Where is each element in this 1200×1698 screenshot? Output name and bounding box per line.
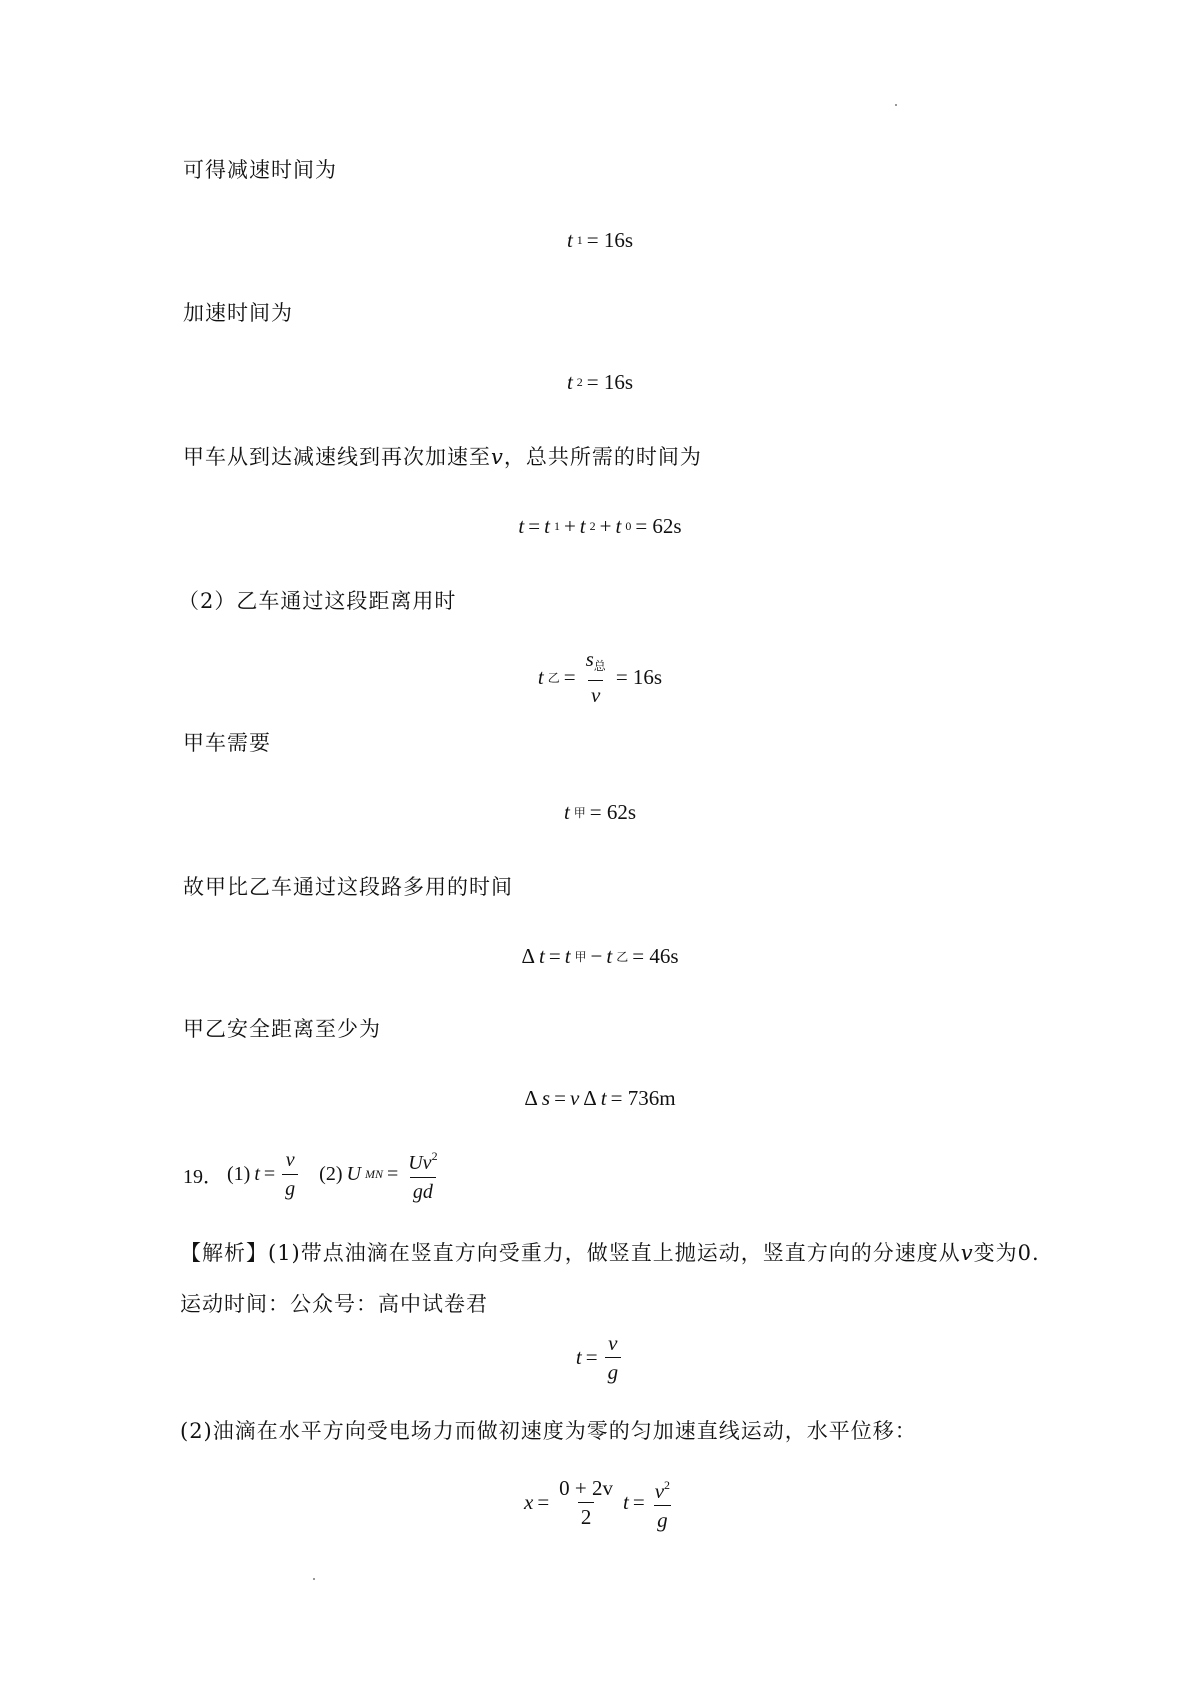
- fraction: $\frac{v^2}{g}$: [654, 1478, 671, 1532]
- eq-total: t = t 1 + t 2 + t 0 = 62s: [518, 514, 682, 538]
- text-part2: （2）乙车通过这段距离用时: [178, 589, 457, 613]
- scan-speck: [895, 104, 897, 106]
- scan-speck: [313, 1578, 315, 1580]
- eq-t-yi: t 乙 = $\frac{s_总}{v}$ = 16s: [537, 647, 663, 707]
- fraction: $\frac{v}{g}$: [605, 1332, 622, 1383]
- fraction: $\frac{0 + 2v}{2}$: [559, 1476, 613, 1529]
- text-accel-time: 加速时间为: [183, 301, 293, 325]
- eq-delta-s: Δ s = v Δ t = 736m: [524, 1086, 676, 1110]
- eq-t2: t 2 = 16s: [566, 370, 634, 394]
- eq-delta-t: Δ t = t 甲 − t 乙 = 46s: [521, 944, 679, 968]
- eq-x-displacement: x = $\frac{0 + 2v}{2}$ t = $\frac{v^2}{g}$: [0, 1474, 1200, 1531]
- text-decel-time: 可得减速时间为: [183, 158, 337, 182]
- question-19-answer: 19． (1) t = $\frac{v}{g}$ (2) U MN = $\frac{Uv^2}{gd}$: [183, 1145, 444, 1203]
- text-extra-time: 故甲比乙车通过这段路多用的时间: [183, 875, 513, 899]
- analysis-paragraph-1: 【解析】(1)带点油滴在竖直方向受重力，做竖直上抛运动，竖直方向的分速度从v变为0. 运动时间：公众号：高中试卷君: [180, 1241, 1040, 1316]
- fraction: $\frac{Uv^2}{gd}$: [408, 1149, 438, 1203]
- eq-t-v-over-g: t = $\frac{v}{g}$: [0, 1332, 1200, 1383]
- eq-t-jia: t 甲 = 62s: [563, 800, 637, 824]
- text-safe-distance: 甲乙安全距离至少为: [183, 1017, 381, 1041]
- text-total-time: 甲车从到达减速线到再次加速至v，总共所需的时间为: [183, 445, 702, 469]
- text-jia-needs: 甲车需要: [183, 731, 271, 755]
- fraction: $\frac{v}{g}$: [282, 1149, 298, 1200]
- eq-t1: t 1 = 16s: [566, 228, 634, 252]
- analysis-paragraph-2: (2)油滴在水平方向受电场力而做初速度为零的匀加速直线运动，水平位移：: [180, 1419, 917, 1443]
- fraction: $\frac{s_总}{v}$: [585, 647, 606, 707]
